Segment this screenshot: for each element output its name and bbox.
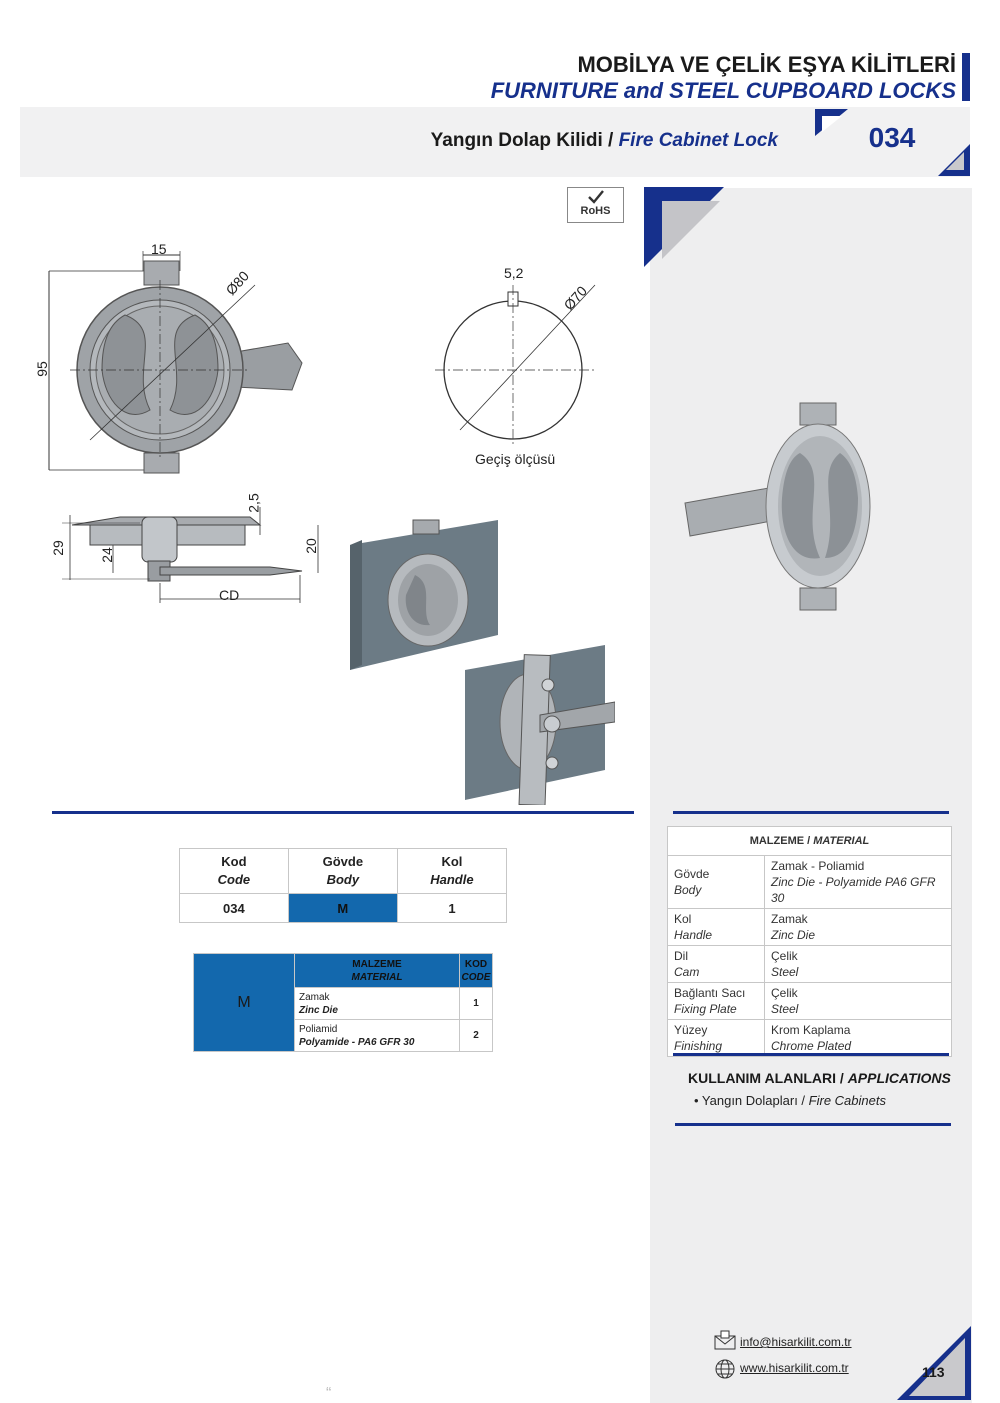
material-row-part: Gövde Body (668, 856, 765, 909)
material-table-title: MALZEME / MATERIAL (668, 827, 952, 856)
product-name-en: Fire Cabinet Lock (618, 130, 778, 151)
material-row-part: Yüzey Finishing (668, 1020, 765, 1057)
header-accent-bar (962, 53, 970, 101)
code-cell: 034 (180, 894, 289, 923)
applications-divider-bottom (675, 1123, 951, 1126)
catalog-title-en: FURNITURE and STEEL CUPBOARD LOCKS (490, 78, 956, 103)
dim-24: 24 (98, 547, 115, 563)
handle-header: Kol Handle (397, 849, 506, 894)
mounted-back-image (460, 640, 615, 805)
code-table (179, 848, 507, 923)
option-row-1-code: 1 (460, 988, 493, 1020)
product-title (380, 130, 778, 152)
dim-70: Ø70 (560, 282, 591, 314)
option-row-2: Poliamid Polyamide - PA6 GFR 30 (295, 1020, 460, 1052)
body-cell: M (288, 894, 397, 923)
material-row-part: Kol Handle (668, 909, 765, 946)
option-table (193, 953, 493, 1052)
dim-2-5: 2,5 (245, 493, 262, 513)
option-letter: M (194, 954, 295, 1052)
dim-29: 29 (49, 540, 66, 556)
body-header: Gövde Body (288, 849, 397, 894)
applications-item: • Yangın Dolapları / Fire Cabinets (694, 1093, 886, 1108)
dim-20: 20 (302, 538, 319, 554)
code-header: Kod Code (180, 849, 289, 894)
rohs-badge (567, 187, 624, 223)
option-material-header: MALZEME MATERIAL (295, 954, 460, 988)
product-code: 034 (868, 122, 916, 153)
option-row-1: Zamak Zinc Die (295, 988, 460, 1020)
dim-5-2: 5,2 (504, 265, 524, 281)
material-row-value: Krom Kaplama Chrome Plated (765, 1020, 952, 1057)
product-render-image (680, 398, 880, 618)
applications-title: KULLANIM ALANLARI / APPLICATIONS (688, 1070, 951, 1086)
globe-icon (714, 1358, 736, 1380)
email-link[interactable]: info@hisarkilit.com.tr (740, 1335, 852, 1349)
page-number: 113 (922, 1364, 945, 1380)
right-panel (650, 188, 972, 1403)
material-row-part: Bağlantı Sacı Fixing Plate (668, 983, 765, 1020)
catalog-header (491, 52, 956, 104)
page-corner-decoration (895, 1322, 975, 1403)
side-view-drawing (50, 495, 330, 605)
check-icon (586, 189, 606, 205)
website-link[interactable]: www.hisarkilit.com.tr (740, 1361, 849, 1375)
dim-80: Ø80 (222, 267, 253, 299)
dim-cd: CD (219, 587, 240, 603)
front-view-drawing (30, 235, 340, 485)
email-icon (714, 1330, 736, 1350)
dim-15: 15 (151, 241, 167, 257)
panel-corner-decoration (632, 183, 734, 278)
catalog-title-tr: MOBİLYA VE ÇELİK EŞYA KİLİTLERİ (577, 52, 956, 77)
material-table (667, 826, 952, 1057)
product-name-tr: Yangın Dolap Kilidi (430, 130, 603, 151)
material-row-value: Zamak - Poliamid Zinc Die - Polyamide PA6 GFR 30 (765, 856, 952, 909)
footer-mark: “ (326, 1385, 332, 1402)
option-row-2-code: 2 (460, 1020, 493, 1052)
option-code-header: KOD CODE (460, 954, 493, 988)
section-divider-right (673, 811, 949, 814)
dim-95: 95 (33, 361, 50, 377)
section-divider-left (52, 811, 634, 814)
material-row-part: Dil Cam (668, 946, 765, 983)
material-row-value: Çelik Steel (765, 946, 952, 983)
applications-divider-top (673, 1053, 949, 1056)
rohs-label: RoHS (580, 205, 611, 217)
material-row-value: Zamak Zinc Die (765, 909, 952, 946)
cutout-label: Geçiş ölçüsü (475, 451, 556, 467)
material-row-value: Çelik Steel (765, 983, 952, 1020)
title-separator: / (608, 130, 614, 151)
handle-cell: 1 (397, 894, 506, 923)
